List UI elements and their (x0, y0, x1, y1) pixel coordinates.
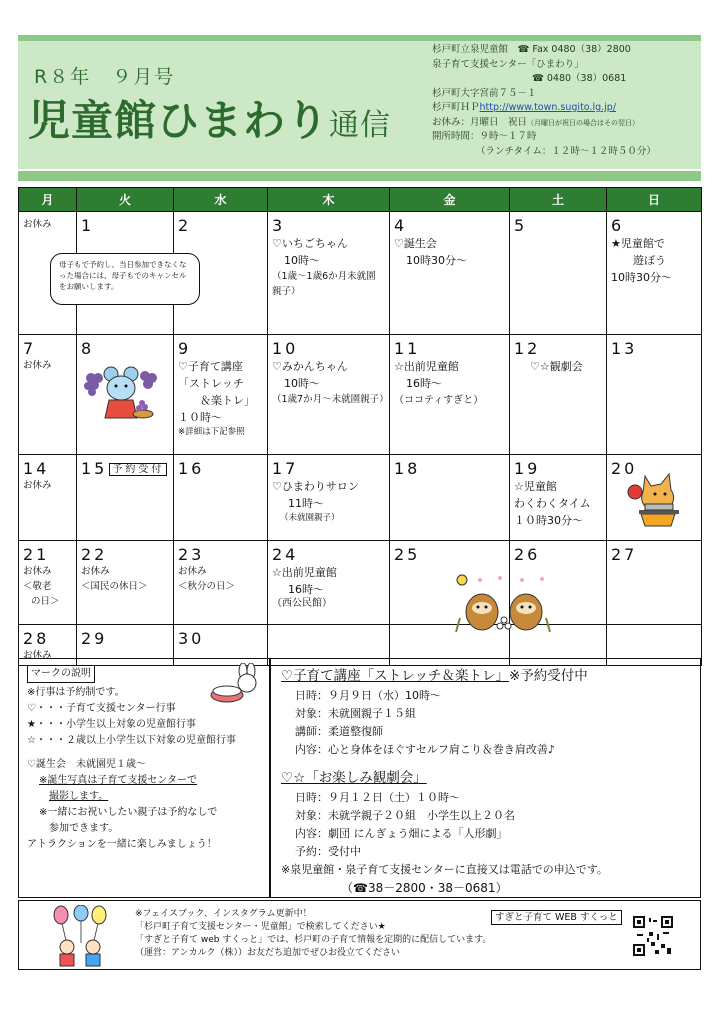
day-cell (19, 455, 77, 541)
day-number: 27 (611, 545, 638, 564)
day-event: お休み (23, 219, 52, 230)
day-event: ＜敬老 (23, 581, 52, 592)
hp-link[interactable]: http://www.town.sugito.lg.jp/ (479, 102, 617, 113)
day-cell (390, 455, 510, 541)
day-cell (77, 335, 174, 455)
web-sukutto-label: すぎと子育て WEB すくっと (491, 910, 622, 925)
day-cell (390, 212, 510, 335)
event1-line: 内容：心と身体をほぐすセルフ肩こり＆巻き肩改善♪ (295, 743, 555, 756)
children-with-balloons-illustration (41, 905, 121, 967)
day-number: 26 (514, 545, 541, 564)
birthday-note: 参加できます。 (49, 823, 119, 834)
weekday-mon: 月 (19, 188, 77, 212)
event2-line: 日時：９月１２日（土）１０時～ (295, 791, 460, 804)
day-event: 10時30分～ (611, 271, 672, 284)
event1-header (281, 665, 690, 687)
day-cell (607, 335, 702, 455)
title-main: 児童館ひまわり (28, 96, 330, 145)
holiday-text: お休み：月曜日 祝日 (432, 116, 528, 128)
day-cell (77, 541, 174, 625)
legend-line: ☆・・・２歳以上小学生以下対象の児童館行事 (27, 735, 236, 746)
footer-line: ※フェイスブック、インスタグラム更新中！ (135, 909, 312, 919)
day-cell (174, 335, 268, 455)
weekday-header-row (19, 188, 702, 212)
day-cell (268, 455, 390, 541)
day-number: 14 (23, 459, 50, 478)
day-event-note: （1歳7か月～未就園親子） (272, 394, 389, 405)
day-cell (268, 541, 390, 625)
event2-title: ♡☆「お楽しみ観劇会」 (281, 770, 427, 786)
issue-label: R８年 ９月号 (34, 66, 176, 88)
day-number: 21 (23, 545, 50, 564)
day-cell (268, 335, 390, 455)
day-event: ＆楽トレ」 (200, 394, 255, 407)
legend-title: マークの説明 (27, 665, 95, 683)
title-suffix: 通信 (329, 108, 392, 143)
calendar-week-2 (19, 335, 702, 455)
weekday-sun: 日 (607, 188, 702, 212)
mouse-with-grapes-illustration (81, 358, 161, 428)
info-line: 杉戸町立泉児童館 ☎ Fax 0480（38）2800 (432, 44, 631, 55)
footer-line: （運営：アンカルク（株））お友だち追加でぜひお役立てください (135, 948, 400, 958)
contact-info (432, 43, 702, 159)
holiday-line (432, 116, 702, 131)
holiday-note: （月曜日が祝日の場合はその翌日） (527, 118, 640, 127)
calendar-week-3 (19, 455, 702, 541)
day-event: ♡誕生会 (394, 237, 437, 250)
day-number-value: 15 (81, 459, 108, 478)
day-number: 9 (178, 339, 192, 358)
day-event: （ココティすぎと） (394, 395, 484, 406)
day-number: 17 (272, 459, 299, 478)
event2-line: 予約：受付中 (295, 845, 361, 858)
day-event: わくわくタイム (514, 497, 591, 510)
day-number: 20 (611, 459, 638, 478)
day-number: 23 (178, 545, 205, 564)
day-cell (19, 335, 77, 455)
day-number: 25 (394, 545, 421, 564)
day-number: 8 (81, 339, 95, 358)
day-number: 2 (178, 216, 192, 235)
footer-panel (18, 900, 701, 970)
event2-line: 対象：未就学親子２０組 小学生以上２０名 (295, 809, 515, 822)
legend-panel (18, 658, 270, 898)
birthday-line: ♡誕生会 未就園児１歳～ (27, 759, 146, 770)
birthday-note: アトラクションを一緒に楽しみましょう！ (27, 839, 217, 850)
day-event: ♡☆観劇会 (530, 360, 583, 373)
hp-line (432, 101, 702, 116)
day-event: ♡ひまわりサロン (272, 480, 359, 493)
day-event: １０時30分～ (514, 514, 583, 527)
event1-line: 日時：９月９日（水）10時～ (295, 689, 441, 702)
info-line: 杉戸町大字宮前７５－１ (432, 87, 537, 99)
event-details-panel (270, 658, 701, 898)
day-number: 11 (394, 339, 421, 358)
tanuki-moon-viewing-illustration (450, 574, 560, 634)
event2-header (281, 767, 690, 789)
cat-illustration (625, 470, 695, 530)
day-number: 4 (394, 216, 408, 235)
event1-title: ♡子育て講座「ストレッチ＆楽トレ」 (281, 668, 509, 684)
birthday-note: ※誕生写真は子育て支援センターで (39, 775, 197, 786)
day-event: ☆出前児童館 (394, 360, 459, 373)
day-number: 3 (272, 216, 286, 235)
day-number: 30 (178, 629, 205, 648)
birthday-note: 撮影します。 (49, 791, 109, 802)
day-event: ☆児童館 (514, 480, 557, 493)
day-cell (174, 541, 268, 625)
day-event: ♡いちごちゃん (272, 237, 348, 250)
day-cell (607, 455, 702, 541)
weekday-tue: 火 (77, 188, 174, 212)
weekday-wed: 水 (174, 188, 268, 212)
rabbit-with-cake-illustration (209, 663, 261, 707)
day-event: 11時～ (288, 497, 324, 510)
weekday-fri: 金 (390, 188, 510, 212)
day-event: 10時30分～ (406, 254, 467, 267)
header-bottom-band (18, 171, 701, 181)
day-event-note: （未就園親子） (280, 513, 340, 523)
day-event-note: （1歳～1歳6か月未就園親子） (272, 271, 376, 297)
legend-line: ♡・・・子育て支援センター行事 (27, 703, 176, 714)
day-event: お休み (23, 650, 52, 661)
legend-line: ★・・・小学生以上対象の児童館行事 (27, 719, 196, 730)
day-cell (607, 212, 702, 335)
day-event: お休み (178, 566, 207, 577)
day-event: お休み (23, 480, 52, 491)
day-event: ★児童館で (611, 237, 665, 250)
footer-line: 「すぎと子育て web すくっと」では、杉戸町の子育て情報を定期的に配信しています。 (135, 935, 492, 945)
footer-line: 「杉戸町子育て支援センター・児童館」で検索してください★ (135, 922, 386, 932)
day-number: 29 (81, 629, 108, 648)
footer-text (135, 908, 491, 960)
day-event: お休み (23, 360, 52, 371)
day-event: ♡子育て講座 (178, 360, 243, 373)
day-event-note: ※詳細は下記参照 (178, 427, 245, 437)
cancellation-note-bubble: 母子もで予約し、当日参加できなくなった場合には、母子もでのキャンセルをお願いします。 (50, 253, 200, 305)
day-event: ☆出前児童館 (272, 566, 337, 579)
day-event: 「ストレッチ (178, 377, 244, 390)
day-number: 28 (23, 629, 50, 648)
day-number: 6 (611, 216, 625, 235)
day-event: ＜秋分の日＞ (178, 581, 236, 592)
day-number: 1 (81, 216, 95, 235)
day-cell (607, 541, 702, 625)
day-number: 24 (272, 545, 299, 564)
qr-code-icon[interactable] (633, 916, 673, 956)
day-number: 12 (514, 339, 541, 358)
hours-line: 開所時間：９時～１７時 (432, 131, 537, 142)
day-number: 19 (514, 459, 541, 478)
day-event-note: （西公民館） (272, 598, 332, 609)
day-number: 16 (178, 459, 205, 478)
newsletter-title (28, 88, 391, 148)
day-cell (268, 212, 390, 335)
lunch-line: （ランチタイム：１２時～１２時５０分） (476, 145, 656, 157)
calendar-week-4 (19, 541, 702, 625)
event1-line: 講師：柔道整復師 (295, 725, 383, 738)
day-event: 16時～ (406, 377, 442, 390)
day-cell (510, 455, 607, 541)
event2-line: ※泉児童館・泉子育て支援センターに直接又は電話での申込です。 (281, 863, 608, 876)
event2-line: 内容：劇団 にんぎょう畑による「人形劇」 (295, 827, 508, 840)
day-event: 16時～ (288, 583, 324, 596)
info-line: ☎ 0480（38）0681 (532, 73, 627, 84)
day-cell (174, 455, 268, 541)
day-event: の日＞ (31, 596, 60, 607)
day-number: 18 (394, 459, 421, 478)
day-number: 10 (272, 339, 299, 358)
legend-line: ※行事は予約制です。 (27, 687, 125, 698)
weekday-sat: 土 (510, 188, 607, 212)
day-number: 7 (23, 339, 37, 358)
day-number: 13 (611, 339, 638, 358)
day-event: お休み (23, 566, 52, 577)
day-number: 5 (514, 216, 528, 235)
event1-line: 対象：未就園親子１５組 (295, 707, 416, 720)
day-cell (390, 335, 510, 455)
day-event: ♡みかんちゃん (272, 360, 348, 373)
day-event: １０時～ (178, 411, 222, 424)
reservation-tag: 予約受付 (109, 463, 167, 476)
day-number (81, 460, 169, 479)
info-line: 泉子育て支援センター「ひまわり」 (432, 58, 584, 70)
event1-note: ※予約受付中 (508, 668, 588, 684)
day-event: ＜国民の休日＞ (81, 581, 148, 592)
weekday-thu: 木 (268, 188, 390, 212)
hp-label: 杉戸町ＨＰ (432, 102, 480, 113)
day-cell (19, 541, 77, 625)
day-cell (510, 335, 607, 455)
day-cell (77, 455, 174, 541)
day-event: 10時～ (284, 377, 320, 390)
day-cell (510, 212, 607, 335)
birthday-note: ※一緒にお祝いしたい親子は予約なしで (39, 807, 218, 818)
event2-phone: （☎38－2800・38－0681） (341, 881, 508, 895)
day-event: 遊ぼう (633, 254, 666, 267)
day-event: お休み (81, 566, 110, 577)
day-number: 22 (81, 545, 108, 564)
day-event: 10時～ (284, 254, 320, 267)
